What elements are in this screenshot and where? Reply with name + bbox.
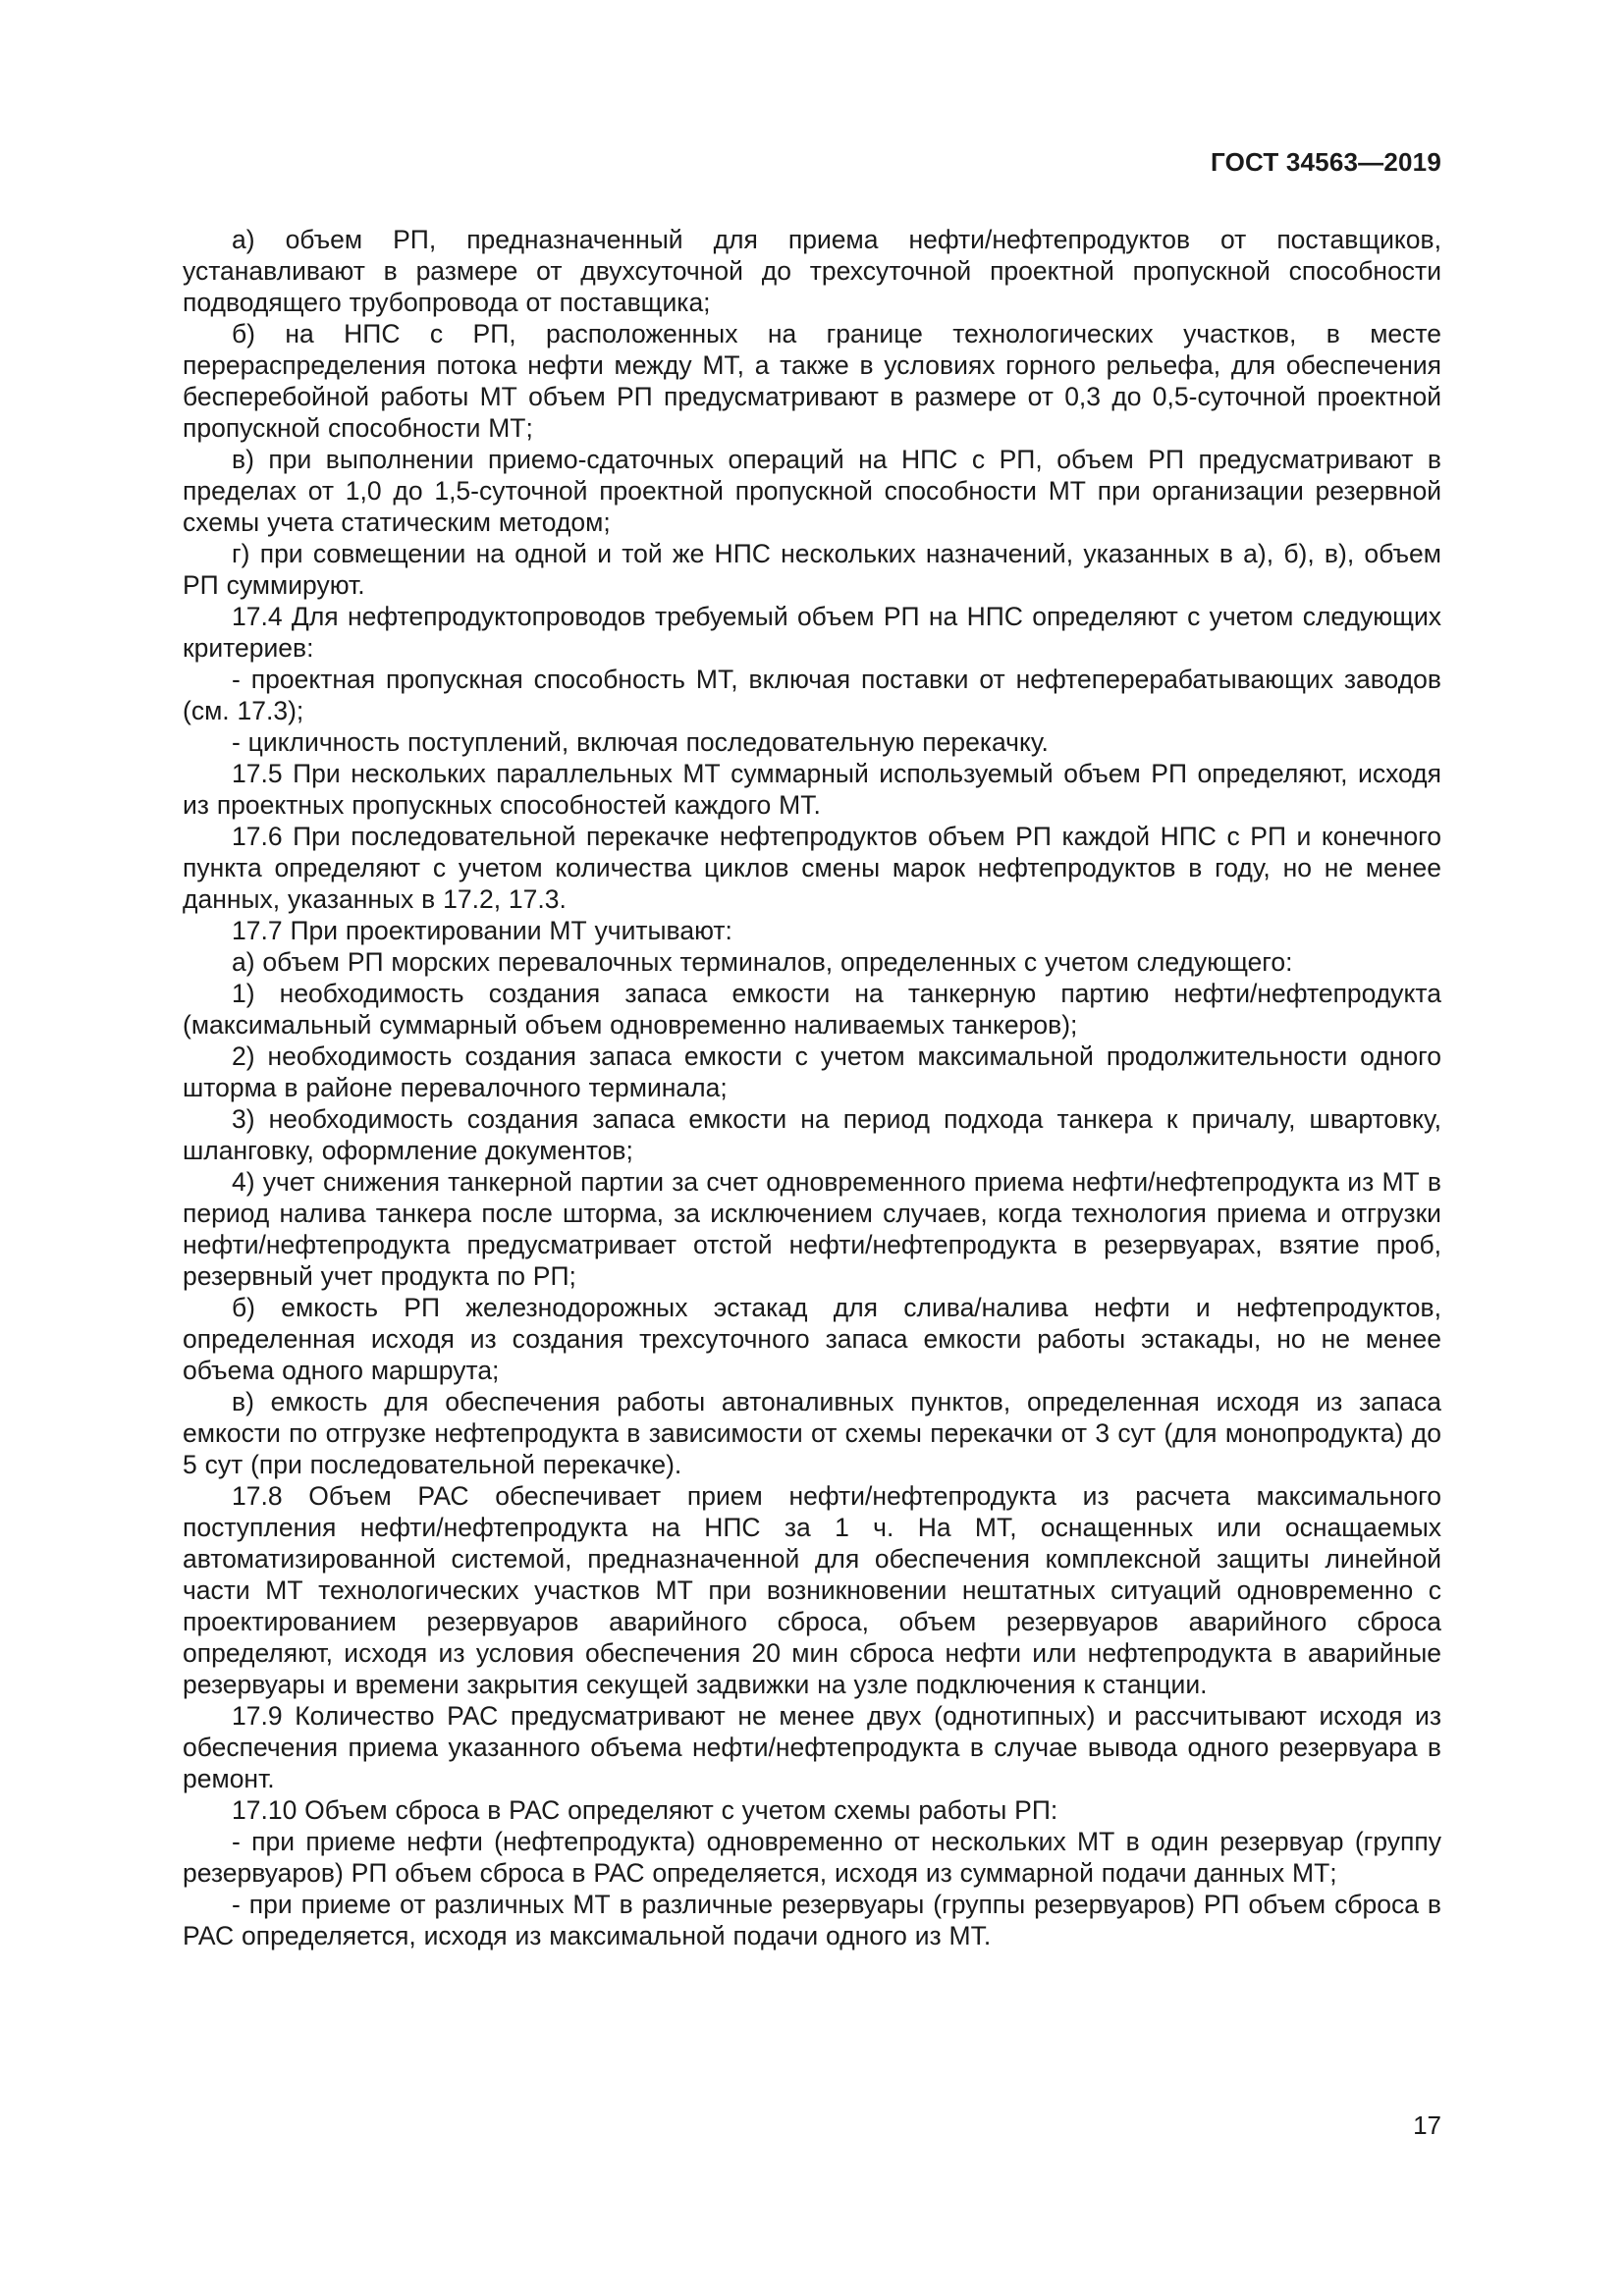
- paragraph: 17.6 При последовательной перекачке нефтепродуктов объем РП каждой НПС с РП и конечного пункта определяют с учетом количества циклов смены марок нефтепродуктов в году, но не менее данных, указанных в 17.2, 17.3.: [183, 822, 1441, 914]
- paragraph: 1) необходимость создания запаса емкости на танкерную партию нефти/нефтепродукта (максимальный суммарный объем одновременно наливаемых танкеров);: [183, 979, 1441, 1040]
- paragraph: - при приеме нефти (нефтепродукта) одновременно от нескольких МТ в один резервуар (группу резервуаров) РП объем сброса в РАС определяется, исходя из суммарной подачи данных МТ;: [183, 1827, 1441, 1888]
- paragraph: 17.8 Объем РАС обеспечивает прием нефти/нефтепродукта из расчета максимального поступления нефти/нефтепродукта на НПС за 1 ч. На МТ, оснащенных или оснащаемых автоматизированной системой, предназначенной для обеспечения комплексной защиты линейной части МТ технологических участков МТ при возникновении нештатных ситуаций одновременно с проектированием резервуаров аварийного сброса, объем резервуаров аварийного сброса определяют, исходя из условия обеспечения 20 мин сброса нефти или нефтепродукта в аварийные резервуары и времени закрытия секущей задвижки на узле подключения к станции.: [183, 1481, 1441, 1699]
- paragraph: б) на НПС с РП, расположенных на границе технологических участков, в месте перераспределения потока нефти между МТ, а также в условиях горного рельефа, для обеспечения бесперебойной работы МТ объем РП предусматривают в размере от 0,3 до 0,5-суточной проектной пропускной способности МТ;: [183, 319, 1441, 443]
- paragraph: 17.10 Объем сброса в РАС определяют с учетом схемы работы РП:: [232, 1795, 1058, 1825]
- paragraph: в) при выполнении приемо-сдаточных операций на НПС с РП, объем РП предусматривают в пределах от 1,0 до 1,5-суточной проектной пропускной способности МТ при организации резервной схемы учета статическим методом;: [183, 445, 1441, 537]
- paragraph: 17.5 При нескольких параллельных МТ суммарный используемый объем РП определяют, исходя из проектных пропускных способностей каждого МТ.: [183, 759, 1441, 820]
- paragraph: 3) необходимость создания запаса емкости на период подхода танкера к причалу, швартовку, шланговку, оформление документов;: [183, 1104, 1441, 1165]
- paragraph: - цикличность поступлений, включая последовательную перекачку.: [232, 727, 1049, 757]
- paragraph: 2) необходимость создания запаса емкости с учетом максимальной продолжительности одного шторма в районе перевалочного терминала;: [183, 1041, 1441, 1102]
- page-number: 17: [1413, 2110, 1441, 2140]
- paragraph: - проектная пропускная способность МТ, включая поставки от нефтеперерабатывающих заводов (см. 17.3);: [183, 665, 1441, 725]
- document-header: ГОСТ 34563—2019: [1211, 147, 1441, 177]
- paragraph: г) при совмещении на одной и той же НПС нескольких назначений, указанных в а), б), в), объем РП суммируют.: [183, 539, 1441, 600]
- document-body: [183, 224, 1441, 1951]
- paragraph: 17.9 Количество РАС предусматривают не менее двух (однотипных) и рассчитывают исходя из обеспечения приема указанного объема нефти/нефтепродукта в случае вывода одного резервуара в ремонт.: [183, 1701, 1441, 1793]
- paragraph: в) емкость для обеспечения работы автоналивных пунктов, определенная исходя из запаса емкости по отгрузке нефтепродукта в зависимости от схемы перекачки от 3 сут (для монопродукта) до 5 сут (при последовательной перекачке).: [183, 1387, 1441, 1479]
- paragraph: 4) учет снижения танкерной партии за счет одновременного приема нефти/нефтепродукта из МТ в период налива танкера после шторма, за исключением случаев, когда технология приема и отгрузки нефти/нефтепродукта предусматривает отстой нефти/нефтепродукта в резервуарах, взятие проб, резервный учет продукта по РП;: [183, 1167, 1441, 1291]
- paragraph: а) объем РП, предназначенный для приема нефти/нефтепродуктов от поставщиков, устанавливают в размере от двухсуточной до трехсуточной проектной пропускной способности подводящего трубопровода от поставщика;: [183, 225, 1441, 317]
- paragraph: а) объем РП морских перевалочных терминалов, определенных с учетом следующего:: [232, 947, 1293, 977]
- paragraph: - при приеме от различных МТ в различные резервуары (группы резервуаров) РП объем сброса в РАС определяется, исходя из максимальной подачи одного из МТ.: [183, 1890, 1441, 1950]
- paragraph: б) емкость РП железнодорожных эстакад для слива/налива нефти и нефтепродуктов, определенная исходя из создания трехсуточного запаса емкости работы эстакады, но не менее объема одного маршрута;: [183, 1293, 1441, 1385]
- paragraph: 17.7 При проектировании МТ учитывают:: [232, 916, 732, 945]
- paragraph: 17.4 Для нефтепродуктопроводов требуемый объем РП на НПС определяют с учетом следующих критериев:: [183, 602, 1441, 663]
